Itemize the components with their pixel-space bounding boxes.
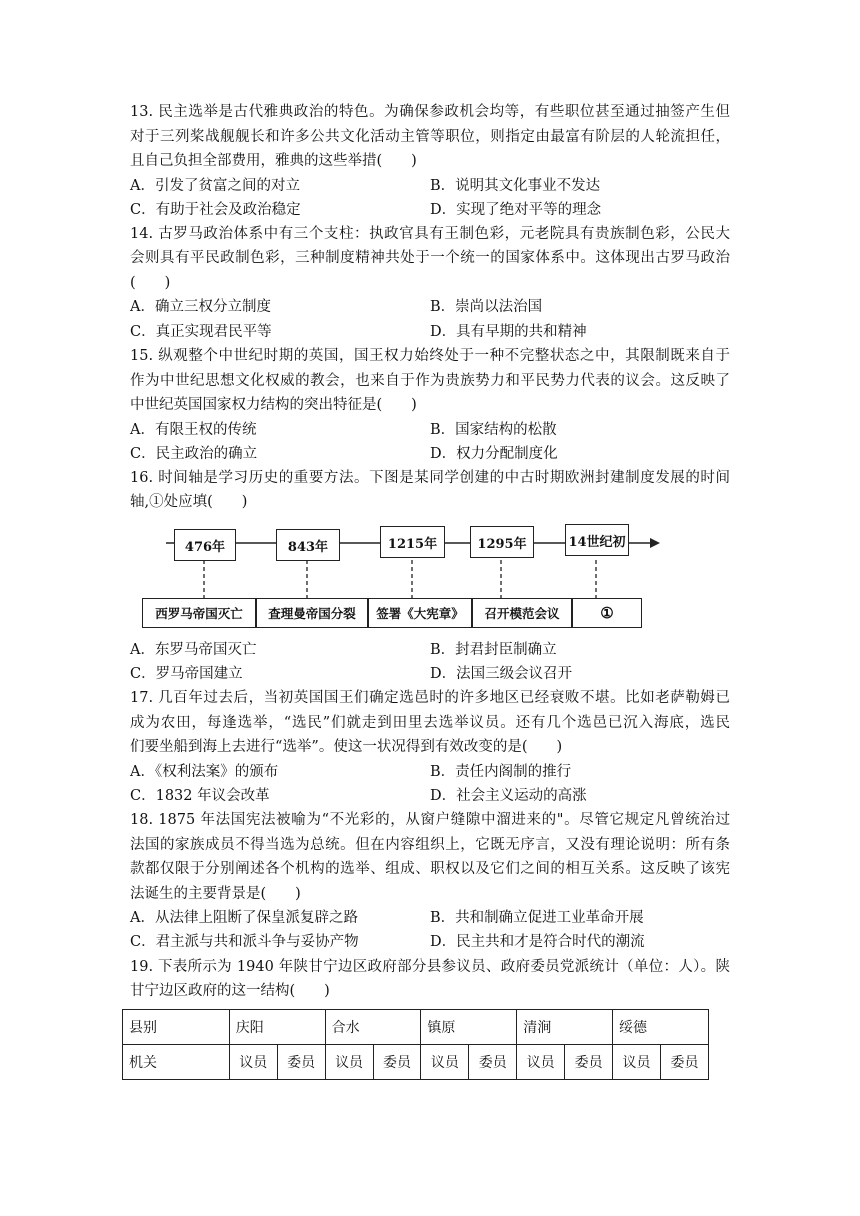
table-county-suide: 绥德: [613, 1010, 709, 1045]
timeline-year-843: 843年: [276, 529, 340, 561]
q18-line-4: 法诞生的主要背景是( ): [130, 886, 301, 902]
q13-line-1: 13. 民主选举是古代雅典政治的特色。为确保参政机会均等，有些职位甚至通过抽签产生但: [130, 104, 730, 120]
q15-line-3: 中世纪英国国家权力结构的突出特征是( ): [130, 397, 417, 413]
q13-option-d[interactable]: D．实现了绝对平等的理念: [430, 202, 602, 218]
q15-option-c[interactable]: C．民主政治的确立: [130, 446, 258, 462]
table-row-organ: [123, 1045, 709, 1080]
q13-option-a[interactable]: A．引发了贫富之间的对立: [130, 178, 300, 194]
timeline-event-blank: ①: [572, 598, 642, 628]
q13-line-2: 对于三列桨战舰舰长和许多公共文化活动主管等职位，则指定由最富有阶层的人轮流担任，: [130, 129, 730, 145]
q14-option-c[interactable]: C．真正实现君民平等: [130, 324, 272, 340]
table-county-qingyang: 庆阳: [229, 1010, 325, 1045]
q18-line-2: 法国的家族成员不得当选为总统。但在内容组织上，它既无序言，又没有理论说明：所有条: [130, 837, 730, 853]
q17-option-a[interactable]: A．《权利法案》的颁布: [130, 764, 279, 780]
q17-option-b[interactable]: B．责任内阁制的推行: [430, 764, 572, 780]
timeline-event-4: 召开模范会议: [472, 598, 572, 628]
table-county-zhenyuan: 镇原: [421, 1010, 517, 1045]
q15-option-b[interactable]: B．国家结构的松散: [430, 422, 557, 438]
q17-line-2: 成为农田，每逢选举，“选民”们就走到田里去选举议员。还有几个选邑已沉入海底，选民: [130, 715, 730, 731]
q15-line-1: 15. 纵观整个中世纪时期的英国，国王权力始终处于一种不完整状态之中，其限制既来自于: [130, 348, 730, 364]
table-header-county: 县别: [123, 1010, 230, 1045]
timeline-year-1215: 1215年: [380, 526, 445, 558]
q18-option-d[interactable]: D．民主共和才是符合时代的潮流: [430, 934, 645, 950]
q19-line-1: 19. 下表所示为 1940 年陕甘宁边区政府部分县参议员、政府委员党派统计（单位：人）。陕: [130, 959, 730, 975]
q16-line-2: 轴,①处应填( ): [130, 494, 248, 510]
party-statistics-table: [122, 1009, 709, 1080]
table-cell-councilor: 议员: [517, 1045, 565, 1080]
table-cell-member: 委员: [277, 1045, 325, 1080]
q15-option-a[interactable]: A．有限王权的传统: [130, 422, 257, 438]
q14-option-d[interactable]: D．具有早期的共和精神: [430, 324, 587, 340]
q13-line-3: 且自己负担全部费用，雅典的这些举措( ): [130, 153, 417, 169]
q17-line-3: 们要坐船到海上去进行“选举”。使这一状况得到有效改变的是( ): [130, 739, 563, 755]
table-cell-councilor: 议员: [229, 1045, 277, 1080]
q15-option-d[interactable]: D．权力分配制度化: [430, 446, 558, 462]
timeline-event-1: 西罗马帝国灭亡: [142, 598, 256, 628]
q14-line-3: ( ): [130, 275, 171, 291]
q14-line-1: 14. 古罗马政治体系中有三个支柱：执政官具有王制色彩，元老院具有贵族制色彩，公民大: [130, 226, 730, 242]
q18-line-1: 18. 1875 年法国宪法被喻为“不光彩的，从窗户缝隙中溜进来的"。尽管它规定凡曾统治过: [130, 812, 730, 828]
q16-option-b[interactable]: B．封君封臣制确立: [430, 642, 557, 658]
q17-option-c[interactable]: C．1832 年议会改革: [130, 788, 270, 804]
q16-option-a[interactable]: A．东罗马帝国灭亡: [130, 642, 257, 658]
timeline-year-1295: 1295年: [470, 526, 534, 558]
q19-line-2: 甘宁边区政府的这一结构( ): [130, 983, 330, 999]
q14-option-b[interactable]: B．崇尚以法治国: [430, 299, 543, 315]
table-row-county: [123, 1010, 709, 1045]
timeline-event-3: 签署《大宪章》: [368, 598, 472, 628]
table-cell-member: 委员: [469, 1045, 517, 1080]
q18-option-b[interactable]: B．共和制确立促进工业革命开展: [430, 910, 644, 926]
q16-option-c[interactable]: C．罗马帝国建立: [130, 666, 243, 682]
timeline-year-476: 476年: [174, 529, 236, 561]
q18-line-3: 款都仅限于分别阐述各个机构的选举、组成、职权以及它们之间的相互关系。这反映了该宪: [130, 861, 730, 877]
timeline-figure: [130, 516, 690, 634]
table-cell-councilor: 议员: [613, 1045, 661, 1080]
timeline-event-2: 查理曼帝国分裂: [256, 598, 368, 628]
q18-option-c[interactable]: C．君主派与共和派斗争与妥协产物: [130, 934, 359, 950]
q17-line-1: 17. 几百年过去后，当初英国国王们确定选邑时的许多地区已经衰败不堪。比如老萨勒姆已: [130, 690, 730, 706]
q14-line-2: 会则具有平民政制色彩，三种制度精神共处于一个统一的国家体系中。这体现出古罗马政治: [130, 250, 730, 266]
table-header-organ: 机关: [123, 1045, 230, 1080]
q13-option-b[interactable]: B．说明其文化事业不发达: [430, 178, 601, 194]
timeline-year-14th-century: 14世纪初: [565, 524, 629, 556]
table-cell-councilor: 议员: [325, 1045, 373, 1080]
q16-line-1: 16. 时间轴是学习历史的重要方法。下图是某同学创建的中古时期欧洲封建制度发展的时间: [130, 470, 730, 486]
q14-option-a[interactable]: A．确立三权分立制度: [130, 299, 271, 315]
table-cell-member: 委员: [373, 1045, 421, 1080]
q15-line-2: 作为中世纪思想文化权威的教会，也来自于作为贵族势力和平民势力代表的议会。这反映了: [130, 373, 730, 389]
table-cell-councilor: 议员: [421, 1045, 469, 1080]
table-cell-member: 委员: [565, 1045, 613, 1080]
q18-option-a[interactable]: A．从法律上阻断了保皇派复辟之路: [130, 910, 358, 926]
q17-option-d[interactable]: D．社会主义运动的高涨: [430, 788, 587, 804]
table-county-heshui: 合水: [325, 1010, 421, 1045]
table-county-qingjian: 清涧: [517, 1010, 613, 1045]
table-cell-member: 委员: [660, 1045, 708, 1080]
q16-option-d[interactable]: D．法国三级会议召开: [430, 666, 573, 682]
q13-option-c[interactable]: C．有助于社会及政治稳定: [130, 202, 301, 218]
